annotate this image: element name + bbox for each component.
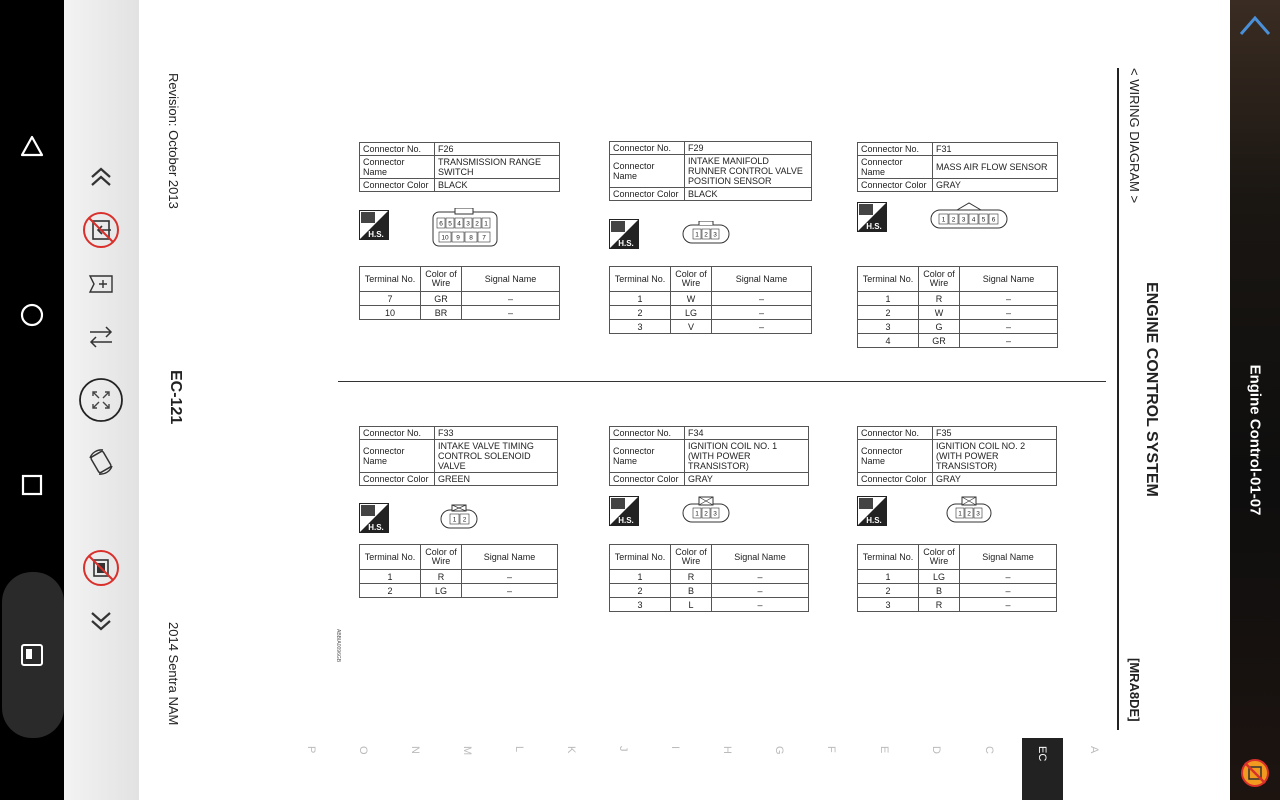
system-title: ENGINE CONTROL SYSTEM [1143, 282, 1160, 497]
terminal-signal: – [462, 306, 560, 320]
terminal-signal: – [960, 570, 1057, 584]
page-number: EC-121 [167, 370, 184, 425]
terminal-wire: GR [919, 334, 960, 348]
pin-label: 4 [971, 216, 976, 224]
terminal-wire: W [671, 292, 712, 306]
terminal-no: 1 [610, 570, 671, 584]
terminal-signal: – [960, 306, 1058, 320]
terminal-signal: – [462, 570, 558, 584]
hs-label: H.S. [368, 230, 384, 239]
table-row [610, 306, 812, 320]
terminal-wire: G [919, 320, 960, 334]
table-row [858, 320, 1058, 334]
rotate-icon[interactable] [79, 440, 123, 484]
harness-side-icon [359, 210, 389, 240]
terminal-wire: LG [421, 584, 462, 598]
terminal-signal: – [712, 598, 809, 612]
index-letter: L [513, 746, 525, 753]
no-ads-icon[interactable] [1240, 758, 1270, 788]
index-letter: O [357, 746, 369, 755]
connector-info-table: Connector No. F35 Connector Name IGNITION COIL NO. 2 (WITH POWER TRANSISTOR) Connector Color GRAY [857, 426, 1057, 486]
terminal-signal: – [960, 292, 1058, 306]
pin-label: 3 [976, 510, 980, 518]
connector-face-f31 [929, 202, 1009, 232]
terminal-table-f33: Terminal No. Color of Wire Signal Name 1 R – 2 LG – [359, 544, 558, 598]
terminal-table-f31: Terminal No. Color of Wire Signal Name 1 R – 2 W – 3 G – 4 GR – [857, 266, 1058, 348]
hs-label: H.S. [368, 523, 384, 532]
terminal-wire: GR [421, 292, 462, 306]
harness-side-icon [857, 496, 887, 526]
model-text: 2014 Sentra NAM [166, 622, 181, 726]
connector-face-f34 [681, 496, 731, 526]
pin-label: 1 [941, 216, 946, 224]
connector-face-f26 [431, 208, 499, 250]
connector-block-f35 [857, 426, 1057, 610]
system-nav-bar [0, 0, 64, 800]
lock-disabled-icon[interactable] [79, 546, 123, 590]
terminal-signal: – [712, 292, 812, 306]
index-letter: D [930, 746, 942, 754]
terminal-wire: R [421, 570, 462, 584]
terminal-wire: L [671, 598, 712, 612]
terminal-no: 2 [610, 584, 671, 598]
connector-block-f34 [609, 426, 809, 610]
pin-label: 5 [448, 220, 452, 228]
pin-label: 6 [991, 216, 996, 224]
harness-side-icon [359, 503, 389, 533]
terminal-no: 1 [858, 570, 919, 584]
connector-face-f35 [945, 496, 993, 526]
nav-recents-icon[interactable] [12, 465, 52, 505]
table-row [360, 292, 560, 306]
index-letter: G [773, 746, 785, 755]
harness-side-icon [609, 219, 639, 249]
terminal-no: 2 [858, 306, 919, 320]
section-title: < WIRING DIAGRAM > [1127, 68, 1142, 204]
index-letter: H [721, 746, 733, 754]
index-letter: F [825, 746, 837, 753]
nav-home-icon[interactable] [12, 295, 52, 335]
pin-label: 9 [456, 234, 460, 242]
right-panel [1230, 0, 1280, 800]
connector-info-table: Connector No. F29 Connector Name INTAKE MANIFOLD RUNNER CONTROL VALVE POSITION SENSOR Connector Color BLACK [609, 141, 812, 201]
connector-block-f31 [857, 142, 1058, 346]
terminal-no: 1 [610, 292, 671, 306]
table-row [858, 584, 1057, 598]
table-row [858, 598, 1057, 612]
table-row [360, 570, 558, 584]
terminal-wire: LG [671, 306, 712, 320]
index-letter: C [983, 746, 995, 754]
pin-label: 4 [457, 220, 461, 228]
fit-screen-icon[interactable] [79, 378, 123, 422]
connector-block-f26 [359, 142, 560, 318]
terminal-no: 1 [858, 292, 919, 306]
table-row [610, 570, 809, 584]
pin-label: 1 [695, 231, 699, 239]
table-row [858, 570, 1057, 584]
pin-label: 2 [704, 231, 708, 239]
terminal-signal: – [462, 292, 560, 306]
terminal-no: 3 [610, 598, 671, 612]
terminal-wire: BR [421, 306, 462, 320]
table-row [610, 584, 809, 598]
index-letter: A [1088, 746, 1100, 754]
document-page [139, 0, 1230, 800]
terminal-signal: – [462, 584, 558, 598]
terminal-signal: – [712, 320, 812, 334]
terminal-signal: – [960, 320, 1058, 334]
pin-row [693, 229, 719, 239]
terminal-no: 7 [360, 292, 421, 306]
terminal-table-f26: Terminal No. Color of Wire Signal Name 7 GR – 10 BR – [359, 266, 560, 320]
harness-side-icon [857, 202, 887, 232]
index-letter: K [565, 746, 577, 754]
terminal-wire: B [919, 584, 960, 598]
exit-fit-disabled-icon[interactable] [79, 208, 123, 252]
table-row [858, 306, 1058, 320]
terminal-table-f29: Terminal No. Color of Wire Signal Name 1 W – 2 LG – 3 V – [609, 266, 812, 334]
pin-label: 3 [961, 216, 966, 224]
terminal-signal: – [960, 584, 1057, 598]
section-rule [1117, 68, 1119, 730]
terminal-no: 3 [610, 320, 671, 334]
pin-label: 2 [704, 510, 708, 518]
nav-back-icon[interactable] [12, 126, 52, 166]
connector-block-f29 [609, 141, 812, 332]
pin-label: 5 [981, 216, 986, 224]
connector-info-table: Connector No. F33 Connector Name INTAKE VALVE TIMING CONTROL SOLENOID VALVE Connector Color GREEN [359, 426, 558, 486]
terminal-no: 3 [858, 320, 919, 334]
table-row [858, 292, 1058, 306]
terminal-table-f35: Terminal No. Color of Wire Signal Name 1 LG – 2 B – 3 R – [857, 544, 1057, 612]
connector-face-f29 [681, 221, 731, 247]
index-letter: N [409, 746, 421, 754]
terminal-no: 3 [858, 598, 919, 612]
table-row [610, 320, 812, 334]
pin-label: 2 [475, 220, 479, 228]
pin-label: 1 [695, 510, 699, 518]
terminal-signal: – [712, 584, 809, 598]
scroll-up-icon[interactable] [1238, 12, 1272, 40]
hs-label: H.S. [866, 516, 882, 525]
terminal-wire: R [919, 598, 960, 612]
terminal-signal: – [712, 306, 812, 320]
pin-label: 10 [441, 234, 449, 242]
terminal-signal: – [960, 598, 1057, 612]
terminal-wire: R [919, 292, 960, 306]
pin-label: 6 [439, 220, 443, 228]
index-letter: E [878, 746, 890, 754]
chevron-up-double-icon[interactable] [79, 155, 123, 199]
pin-row [956, 508, 982, 518]
engine-code: [MRA8DE] [1127, 658, 1142, 722]
pin-label: 7 [482, 234, 486, 242]
viewer-toolbar [64, 0, 140, 800]
pin-label: 1 [484, 220, 488, 228]
terminal-wire: W [919, 306, 960, 320]
terminal-wire: LG [919, 570, 960, 584]
hs-label: H.S. [618, 516, 634, 525]
index-letter: I [669, 746, 681, 750]
pin-label: 3 [466, 220, 470, 228]
pin-label: 1 [958, 510, 962, 518]
pin-label: 2 [951, 216, 956, 224]
hs-label: H.S. [618, 239, 634, 248]
terminal-no: 1 [360, 570, 421, 584]
index-letter: P [305, 746, 317, 754]
connector-face-f33 [439, 504, 479, 532]
harness-side-icon [609, 496, 639, 526]
terminal-no: 2 [858, 584, 919, 598]
pin-label: 2 [967, 510, 971, 518]
connector-block-f33 [359, 426, 558, 596]
pin-label: 1 [452, 516, 457, 524]
index-letter: M [461, 746, 473, 756]
swap-icon[interactable] [79, 315, 123, 359]
table-row [610, 598, 809, 612]
table-row [360, 584, 558, 598]
pin-label: 3 [713, 231, 717, 239]
ref-code: ABBIA0096GB [335, 629, 341, 663]
index-letter: EC [1036, 746, 1048, 762]
index-letter: J [617, 746, 629, 752]
terminal-no: 2 [360, 584, 421, 598]
pin-label: 2 [462, 516, 467, 524]
terminal-no: 10 [360, 306, 421, 320]
connector-info-table: Connector No. F31 Connector Name MASS AIR FLOW SENSOR Connector Color GRAY [857, 142, 1058, 192]
terminal-no: 4 [858, 334, 919, 348]
terminal-wire: R [671, 570, 712, 584]
table-row [858, 334, 1058, 348]
pin-row [693, 508, 719, 518]
app-switch-icon[interactable] [12, 635, 52, 675]
revision-text: Revision: October 2013 [166, 73, 181, 209]
row-divider [338, 381, 1106, 382]
pin-label: 8 [469, 234, 473, 242]
hs-label: H.S. [866, 222, 882, 231]
connector-info-table: Connector No. F34 Connector Name IGNITION COIL NO. 1 (WITH POWER TRANSISTOR) Connector Color GRAY [609, 426, 809, 486]
connector-info-table: Connector No. F26 Connector Name TRANSMISSION RANGE SWITCH Connector Color BLACK [359, 142, 560, 192]
terminal-no: 2 [610, 306, 671, 320]
table-row [610, 292, 812, 306]
chevron-down-double-icon[interactable] [79, 599, 123, 643]
table-row [360, 306, 560, 320]
terminal-signal: – [960, 334, 1058, 348]
pin-label: 3 [713, 510, 717, 518]
add-bookmark-icon[interactable] [79, 262, 123, 306]
terminal-table-f34: Terminal No. Color of Wire Signal Name 1 R – 2 B – 3 L – [609, 544, 809, 612]
terminal-signal: – [712, 570, 809, 584]
terminal-wire: B [671, 584, 712, 598]
document-title: Engine Control-01-07 [1246, 364, 1264, 516]
terminal-wire: V [671, 320, 712, 334]
